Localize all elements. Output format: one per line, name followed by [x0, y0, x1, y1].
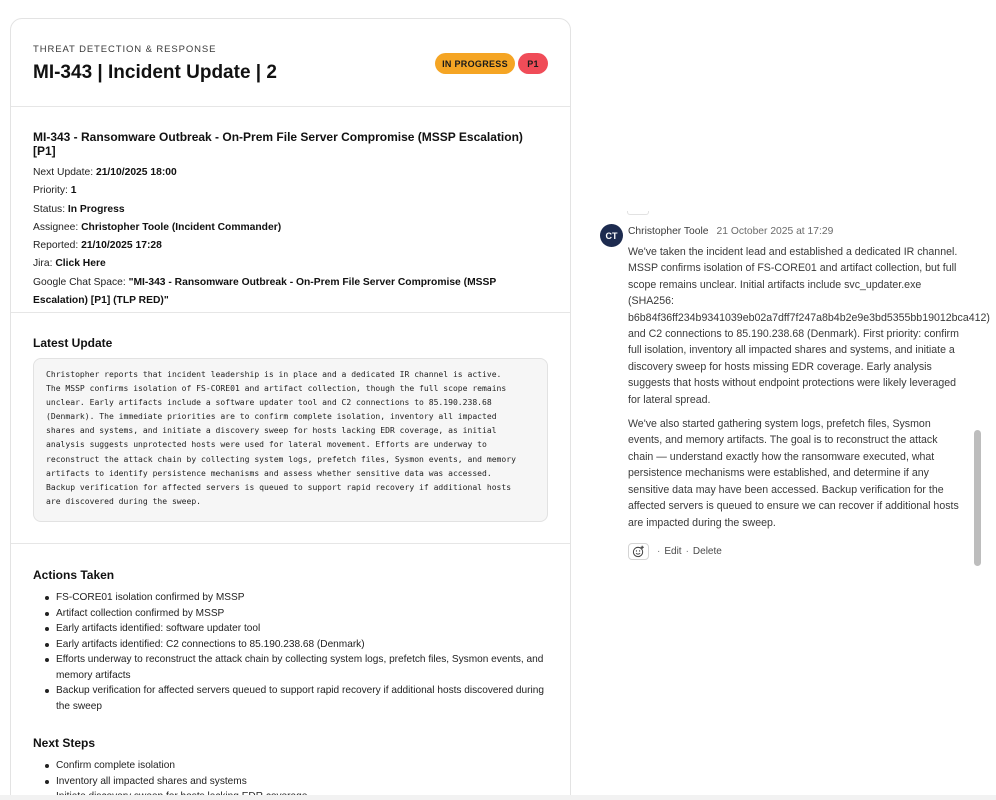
status-field	[33, 201, 548, 219]
list-item: Early artifacts identified: software updater tool	[33, 621, 548, 637]
message-body	[628, 244, 990, 539]
next-steps-heading: Next Steps	[33, 736, 96, 750]
field-label: Status:	[33, 203, 68, 215]
latest-update-text: Christopher reports that incident leadership is in place and a dedicated IR channel is active. The MSSP confirms isolation of FS-CORE01 and artifact collection, though the full scope remains unclear. Early artifacts include a software updater tool and C2 connections to 85.190.238.68 (Denmark). The immediate priorities are to confirm complete isolation, inventory all impacted shares and systems, and initiate a discovery sweep for hosts lacking EDR coverage, as initial analysis suggests unprotected hosts were used for lateral movement. Efforts are underway to reconstruct the attack chain by collecting system logs, prefetch files, Sysmon events, and memory artifacts to identify persistence mechanisms and assess whether sensitive data was accessed. Backup verification for affected servers is queued to support rapid recovery if additional hosts are discovered during the sweep.	[33, 358, 548, 522]
jira-field	[33, 255, 548, 273]
priority-badge: P1	[518, 53, 548, 74]
card-eyebrow: THREAT DETECTION & RESPONSE	[33, 44, 217, 55]
status-badge: IN PROGRESS	[435, 53, 515, 74]
add-reaction-icon	[632, 545, 645, 558]
message-header	[628, 226, 833, 237]
list-item: Inventory all impacted shares and systems	[33, 774, 548, 790]
field-value: "MI-343 - Ransomware Outbreak - On-Prem File Server Compromise (MSSP Escalation) [P1] (TLP RED)"	[33, 276, 497, 307]
field-label: Jira:	[33, 258, 56, 270]
list-item: Backup verification for affected servers queued to support rapid recovery if additional hosts discovered during the sweep	[33, 683, 548, 714]
action-separator: ·	[657, 546, 661, 557]
next-steps-section	[11, 714, 570, 800]
chat-scrollbar-thumb[interactable]	[974, 430, 981, 566]
badge-group	[435, 53, 548, 74]
field-label: Assignee:	[33, 221, 82, 233]
add-reaction-button[interactable]	[628, 543, 649, 560]
list-item: Confirm complete isolation	[33, 758, 548, 774]
bottom-scrollbar[interactable]	[0, 795, 996, 800]
next-steps-list	[33, 758, 548, 800]
chat-space-field	[33, 274, 548, 311]
card-title: MI-343 | Incident Update | 2	[33, 62, 277, 83]
priority-field	[33, 182, 548, 200]
assignee-field	[33, 219, 548, 237]
previous-message-edge	[627, 211, 649, 215]
actions-taken-list	[33, 590, 548, 714]
card-header	[11, 19, 570, 107]
incident-details	[11, 107, 570, 313]
field-value: Christopher Toole (Incident Commander)	[81, 221, 282, 233]
actions-taken-heading: Actions Taken	[33, 568, 115, 582]
list-item: Artifact collection confirmed by MSSP	[33, 606, 548, 622]
field-value: 1	[70, 185, 77, 197]
actions-taken-section	[11, 544, 570, 714]
message-paragraph: We've taken the incident lead and established a dedicated IR channel. MSSP confirms isolation of FS-CORE01 and artifact collection, but full scope remains unclear. Initial artifacts include svc_updater.exe (SHA256: b6b84f36ff234b9341039eb02a7dff7f247a8b4b2e9e3bd5355bb19012bca412) and C2 connections to 85.190.238.68 (Denmark). First priority: confirm full isolation, inventory all impacted shares and systems, and initiate a discovery sweep for hosts missing EDR coverage. Early analysis suggests that hosts without endpoint protections were likely leveraged for lateral spread.	[628, 246, 990, 406]
jira-link[interactable]: Click Here	[55, 258, 106, 270]
incident-card	[10, 18, 571, 800]
message-author[interactable]: Christopher Toole	[628, 226, 709, 237]
list-item: Efforts underway to reconstruct the attack chain by collecting system logs, prefetch files, Sysmon events, and memory artifacts	[33, 652, 548, 683]
next-update-field	[33, 164, 548, 182]
field-label: Next Update:	[33, 167, 96, 178]
latest-update-heading: Latest Update	[33, 336, 113, 350]
latest-update-section	[11, 313, 570, 544]
list-item: FS-CORE01 isolation confirmed by MSSP	[33, 590, 548, 606]
message-timestamp: 21 October 2025 at 17:29	[716, 226, 834, 237]
delete-button[interactable]: Delete	[692, 546, 722, 557]
message-actions	[628, 543, 722, 560]
action-separator: ·	[685, 546, 689, 557]
field-label: Google Chat Space:	[33, 276, 129, 288]
avatar[interactable]: CT	[600, 224, 623, 247]
field-value: 21/10/2025 18:00	[95, 167, 177, 178]
field-value: 21/10/2025 17:28	[81, 240, 162, 252]
chat-message	[598, 200, 990, 800]
incident-title: MI-343 - Ransomware Outbreak - On-Prem File Server Compromise (MSSP Escalation) [P1]	[33, 130, 523, 158]
edit-button[interactable]: Edit	[664, 546, 682, 557]
message-paragraph: We've also started gathering system logs, prefetch files, Sysmon events, and memory artifacts. The goal is to reconstruct the attack chain — understand exactly how the ransomware executed, what persistence mechanisms were established, and determine if any sensitive data may have been accessed. Backup verification for the affected servers is queued to ensure we can recover if additional hosts are impacted during the sweep.	[628, 418, 959, 529]
field-label: Priority:	[33, 185, 71, 197]
list-item: Early artifacts identified: C2 connections to 85.190.238.68 (Denmark)	[33, 637, 548, 653]
field-label: Reported:	[33, 240, 82, 252]
reported-field	[33, 237, 548, 255]
field-value: In Progress	[67, 203, 125, 215]
